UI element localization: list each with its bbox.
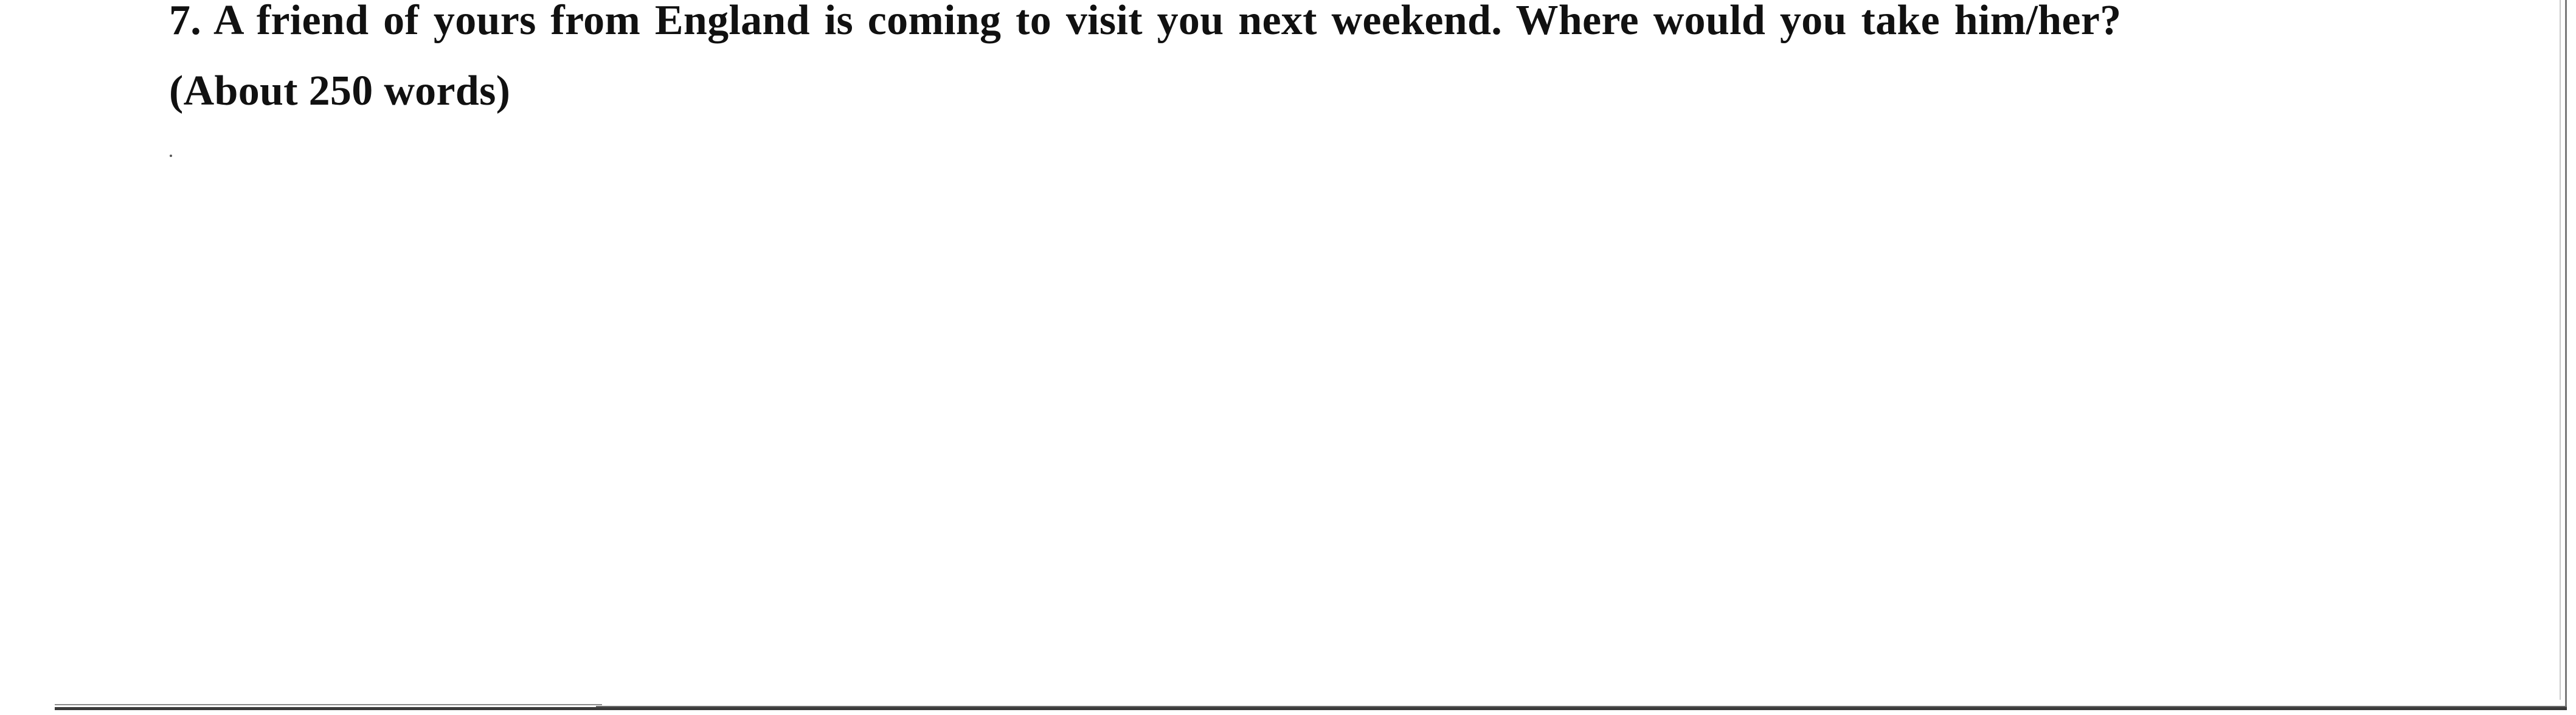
page-bottom-border bbox=[55, 707, 2567, 710]
question-prompt: 7. A friend of yours from England is coming to visit you next weekend. Where would you take him/her? bbox=[169, 0, 2122, 44]
word-limit: (About 250 words) bbox=[169, 68, 511, 114]
page-edge-inner bbox=[2560, 0, 2561, 700]
scan-speck bbox=[170, 155, 172, 157]
page-bottom-rule-thin bbox=[55, 704, 602, 705]
page-right-border bbox=[2565, 0, 2567, 709]
